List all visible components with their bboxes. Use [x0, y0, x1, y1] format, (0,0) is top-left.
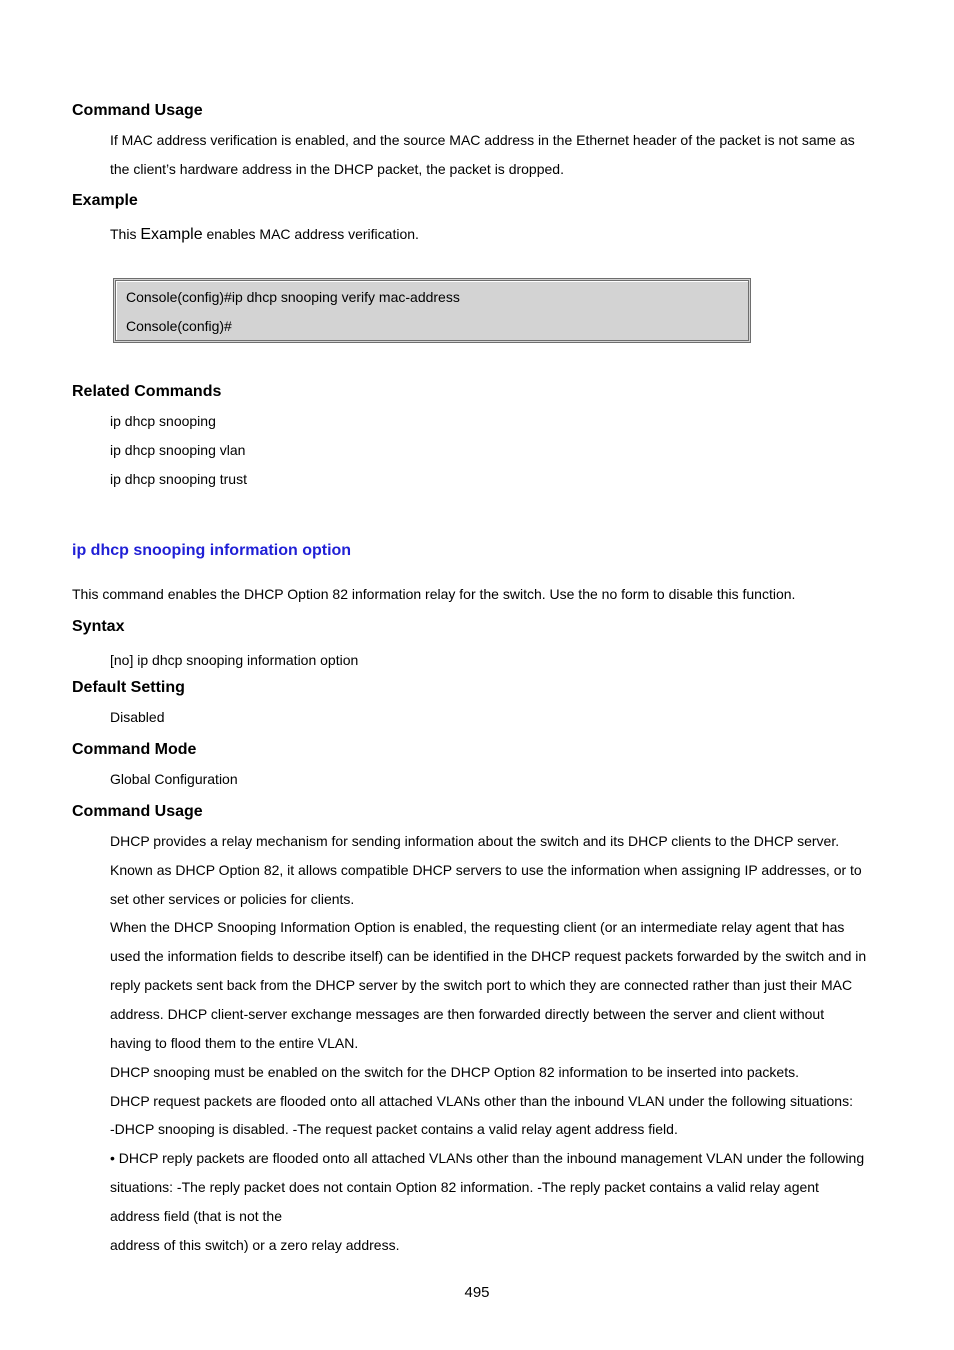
usage-text-line: the client’s hardware address in the DHCP packet, the packet is dropped.: [110, 161, 564, 177]
related-command-item: ip dhcp snooping: [110, 413, 216, 429]
usage-line: Known as DHCP Option 82, it allows compatible DHCP servers to use the information when assigning IP addresses, or to: [110, 862, 862, 878]
command-title: ip dhcp snooping information option: [72, 542, 352, 559]
related-command-item: ip dhcp snooping vlan: [110, 442, 246, 458]
syntax-heading: Syntax: [72, 618, 125, 635]
related-commands-heading: Related Commands: [72, 383, 222, 400]
console-example-box: [113, 278, 751, 343]
usage-line: address. DHCP client-server exchange messages are then forwarded directly between the server and client without: [110, 1006, 825, 1022]
usage-line: address of this switch) or a zero relay address.: [110, 1237, 400, 1253]
usage-line: When the DHCP Snooping Information Option is enabled, the requesting client (or an intermediate relay agent that has: [110, 919, 845, 935]
default-setting-heading: Default Setting: [72, 679, 185, 696]
usage-text-line: If MAC address verification is enabled, and the source MAC address in the Ethernet header of the packet is not same as: [110, 132, 855, 148]
usage-line: used the information fields to describe itself) can be identified in the DHCP request packets forwarded by the switch and in: [110, 948, 867, 964]
usage-line: DHCP provides a relay mechanism for sending information about the switch and its DHCP clients to the DHCP server.: [110, 833, 840, 849]
usage-line: DHCP request packets are flooded onto all attached VLANs other than the inbound VLAN under the following situations:: [110, 1093, 853, 1109]
related-command-item: ip dhcp snooping trust: [110, 471, 247, 487]
example-heading: Example: [72, 192, 138, 209]
usage-heading-2: Command Usage: [72, 803, 203, 820]
command-mode-text: Global Configuration: [110, 771, 238, 787]
command-mode-heading: Command Mode: [72, 741, 197, 758]
example-text-post: enables MAC address verification.: [202, 226, 419, 242]
default-setting-text: Disabled: [110, 709, 165, 725]
example-text-word: Example: [140, 226, 203, 243]
usage-heading-1: Command Usage: [72, 102, 203, 119]
usage-line: reply packets sent back from the DHCP server by the switch port to which they are connected rather than just their MAC: [110, 977, 853, 993]
usage-line: set other services or policies for clients.: [110, 891, 355, 907]
example-text-pre: This: [110, 226, 141, 242]
example-text: [110, 226, 419, 244]
command-intro: This command enables the DHCP Option 82 information relay for the switch. Use the no form to disable this function.: [72, 586, 796, 602]
usage-line: DHCP snooping must be enabled on the switch for the DHCP Option 82 information to be inserted into packets.: [110, 1064, 799, 1080]
console-line: Console(config)#: [126, 318, 232, 334]
usage-line: -DHCP snooping is disabled. -The request packet contains a valid relay agent address field.: [110, 1121, 678, 1137]
usage-line: address field (that is not the: [110, 1208, 282, 1224]
page-number: 495: [464, 1284, 490, 1301]
usage-line: having to flood them to the entire VLAN.: [110, 1035, 359, 1051]
syntax-text: [no] ip dhcp snooping information option: [110, 652, 359, 668]
console-line: Console(config)#ip dhcp snooping verify mac-address: [126, 289, 460, 305]
usage-line: • DHCP reply packets are flooded onto all attached VLANs other than the inbound management VLAN under the following: [110, 1150, 865, 1166]
usage-line: situations: -The reply packet does not contain Option 82 information. -The reply packet contains a valid relay agent: [110, 1179, 819, 1195]
